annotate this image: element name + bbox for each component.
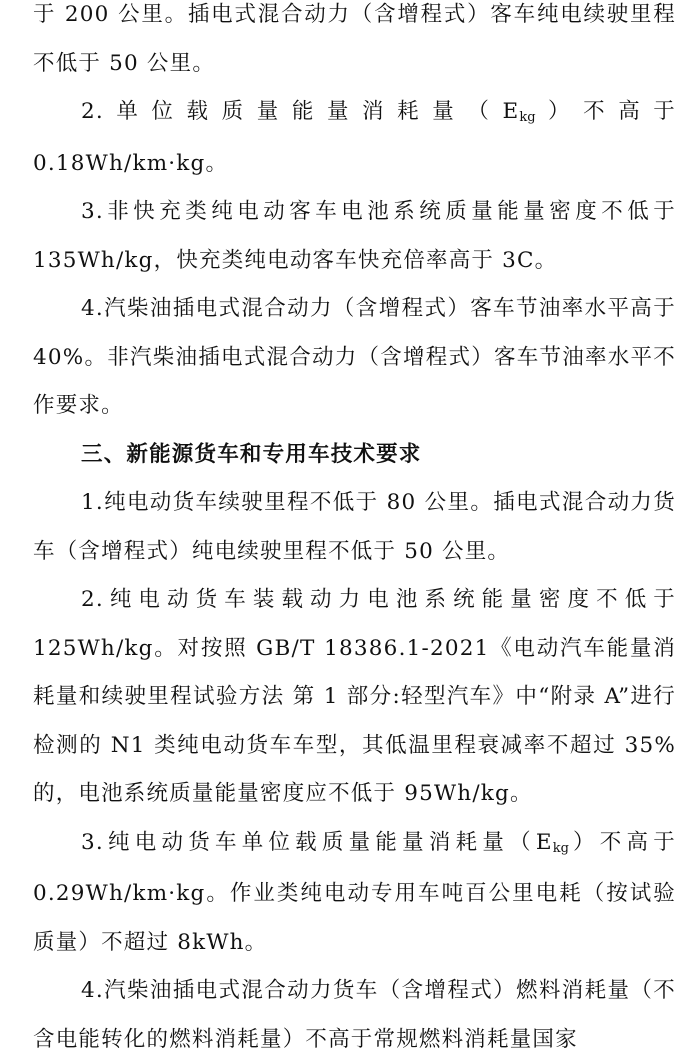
- paragraph-passenger-energy-consumption: [33, 88, 676, 188]
- paragraph-truck-fuel-consumption: 4.汽柴油插电式混合动力货车（含增程式）燃料消耗量（不含电能转化的燃料消耗量）不高于常规燃料消耗量国家: [33, 978, 676, 1052]
- paragraph-passenger-battery-density: 3.非快充类纯电动客车电池系统质量能量密度不低于 135Wh/kg，快充类纯电动客车快充倍率高于 3C。: [33, 199, 676, 273]
- paragraph-truck-battery-density: 2.纯电动货车装载动力电池系统能量密度不低于 125Wh/kg。对按照 GB/T 18386.1-2021《电动汽车能量消耗量和续驶里程试验方法 第 1 部分:轻型汽车》中“附录 A”进行检测的 N1 类纯电动货车车型，其低温里程衰减率不超过 35%的，电池系统质量能量密度应不低于 95Wh/kg。: [33, 587, 676, 806]
- paragraph-truck-range: 1.纯电动货车续驶里程不低于 80 公里。插电式混合动力货车（含增程式）纯电续驶里程不低于 50 公里。: [33, 490, 676, 564]
- paragraph-passenger-fuel-saving: 4.汽柴油插电式混合动力（含增程式）客车节油率水平高于 40%。非汽柴油插电式混合动力（含增程式）客车节油率水平不作要求。: [33, 296, 676, 418]
- energy-consumption-text-after: ）不高于 0.18Wh/km·kg。: [33, 99, 676, 176]
- truck-energy-text-before: 3.纯电动货车单位载质量能量消耗量（E: [81, 829, 553, 855]
- truck-energy-text-after: ）不高于 0.29Wh/km·kg。作业类纯电动专用车吨百公里电耗（按试验质量）不超过 8kWh。: [33, 829, 676, 955]
- paragraph-truck-energy-consumption: [33, 819, 676, 968]
- ekg-subscript: kg: [519, 110, 536, 125]
- paragraph-passenger-range: 于 200 公里。插电式混合动力（含增程式）客车纯电续驶里程不低于 50 公里。: [33, 2, 676, 76]
- energy-consumption-text-before: 2.单位载质量能量消耗量（E: [81, 99, 520, 124]
- section-heading-trucks: 三、新能源货车和专用车技术要求: [81, 441, 422, 467]
- truck-ekg-subscript: kg: [552, 840, 569, 856]
